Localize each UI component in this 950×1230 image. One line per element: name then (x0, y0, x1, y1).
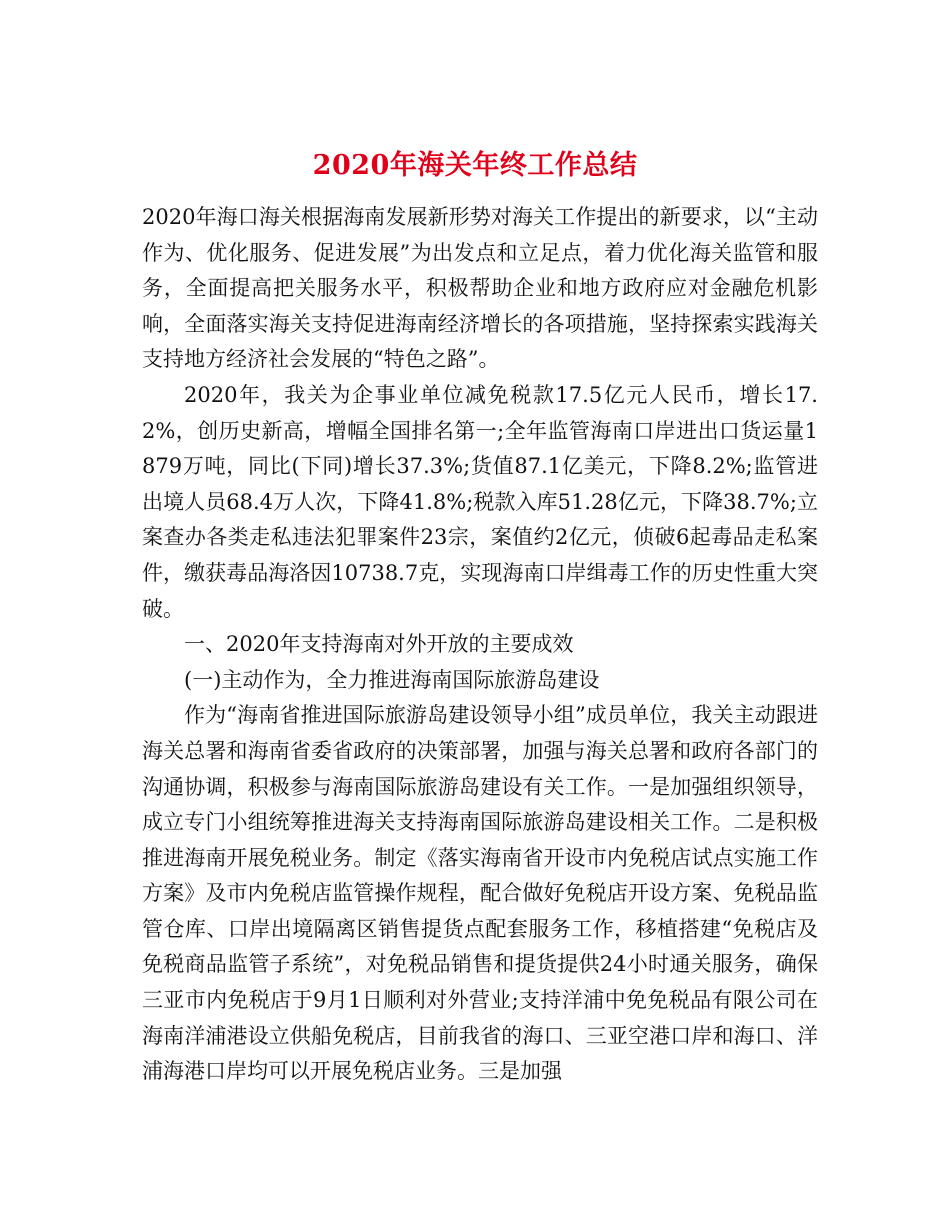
paragraph-statistics: 2020年，我关为企事业单位减免税款17.5亿元人民币，增长17.2%，创历史新高，增幅全国排名第一;全年监管海南口岸进出口货运量1879万吨，同比(下同)增长37.3%;货值87.1亿美元，下降8.2%;监管进出境人员68.4万人次，下降41.8%;税款入库51.28亿元，下降38.7%;立案查办各类走私违法犯罪案件23宗，案值约2亿元，侦破6起毒品走私案件，缴获毒品海洛因10738.7克，实现海南口岸缉毒工作的历史性重大突破。 (142, 382, 818, 621)
section-heading-1: 一、2020年支持海南对外开放的主要成效 (184, 632, 574, 657)
document-title: 2020年海关年终工作总结 (312, 150, 638, 182)
paragraph-intro: 2020年海口海关根据海南发展新形势对海关工作提出的新要求，以“主动作为、优化服务、促进发展”为出发点和立足点，着力优化海关监管和服务，全面提高把关服务水平，积极帮助企业和地方政府应对金融危机影响，全面落实海关支持促进海南经济增长的各项措施，坚持探索实践海关支持地方经济社会发展的“特色之路”。 (142, 205, 818, 372)
document-body (142, 200, 818, 1090)
paragraph-tourism-island: 作为“海南省推进国际旅游岛建设领导小组”成员单位，我关主动跟进海关总署和海南省委省政府的决策部署，加强与海关总署和政府各部门的沟通协调，积极参与海南国际旅游岛建设有关工作。一是加强组织领导，成立专门小组统筹推进海关支持海南国际旅游岛建设相关工作。二是积极推进海南开展免税业务。制定《落实海南省开设市内免税店试点实施工作方案》及市内免税店监管操作规程，配合做好免税店开设方案、免税品监管仓库、口岸出境隔离区销售提货点配套服务工作，移植搭建“免税店及免税商品监管子系统”，对免税品销售和提货提供24小时通关服务，确保三亚市内免税店于9月1日顺利对外营业;支持洋浦中免免税品有限公司在海南洋浦港设立供船免税店，目前我省的海口、三亚空港口岸和海口、洋浦海港口岸均可以开展免税店业务。三是加强 (142, 703, 818, 1084)
subsection-heading-1: (一)主动作为，全力推进海南国际旅游岛建设 (184, 667, 600, 692)
